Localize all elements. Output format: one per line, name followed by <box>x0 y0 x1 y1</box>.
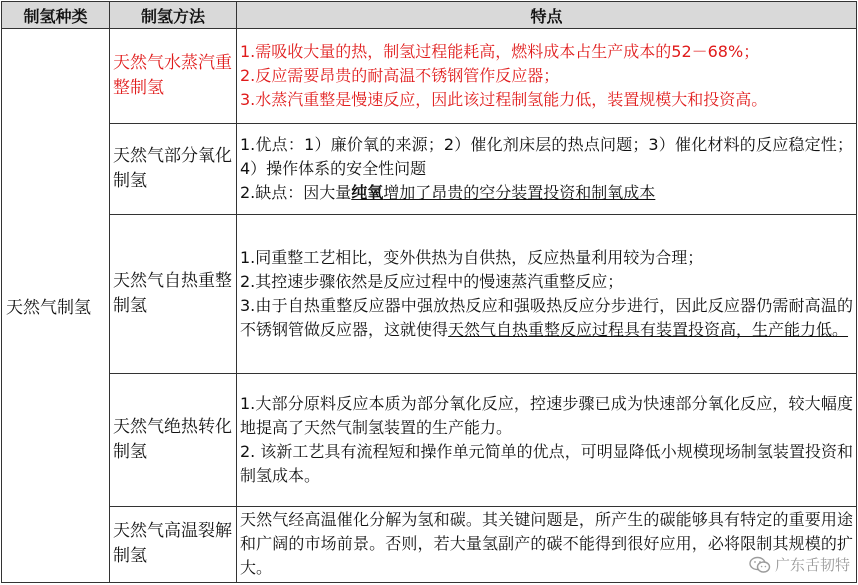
watermark <box>749 554 850 575</box>
feature-line: 2. 该新工艺具有流程短和操作单元简单的优点，可明显降低小规模现场制氢装置投资和制氢成本。 <box>240 441 853 485</box>
feature-line: 1.优点：1）廉价氧的来源；2）催化剂床层的热点问题；3）催化材料的反应稳定性；4）操作体系的安全性问题 <box>240 135 853 179</box>
feature-line: 1.同重整工艺相比，变外供热为自供热，反应热量利用较为合理； <box>240 247 704 267</box>
features-cell <box>237 373 857 506</box>
feature-underline: 天然气自热重整反应过程具有装置投资高，生产能力低。 <box>448 319 849 339</box>
feature-line: 1.需吸收大量的热，制氢过程能耗高，燃料成本占生产成本的52－68%； <box>240 42 760 62</box>
feature-line <box>240 181 853 205</box>
feature-text: 3.由于自热重整反应器中强放热反应和强吸热反应分步进行，因此反应器仍需耐高温的不锈钢管做反应器，这就使得 <box>240 295 853 339</box>
table-row <box>2 506 857 582</box>
method-cell: 天然气绝热转化制氢 <box>110 373 237 506</box>
feature-emphasis: 纯氧 <box>351 183 384 203</box>
features-cell <box>237 29 857 124</box>
table-row <box>2 124 857 215</box>
method-cell: 天然气高温裂解制氢 <box>110 506 237 582</box>
header-row <box>2 2 857 29</box>
feature-line: 2.其控速步骤依然是反应过程中的慢速蒸汽重整反应； <box>240 271 624 291</box>
watermark-text: 广东舌韧特 <box>774 556 850 574</box>
wechat-icon <box>749 556 771 574</box>
kind-cell: 天然气制氢 <box>2 29 110 583</box>
feature-line <box>240 294 853 342</box>
method-cell: 天然气水蒸汽重整制氢 <box>110 29 237 124</box>
feature-line: 3.水蒸汽重整是慢速反应，因此该过程制氢能力低，装置规模大和投资高。 <box>240 90 768 110</box>
features-cell: 天然气经高温催化分解为氢和碳。其关键问题是，所产生的碳能够具有特定的重要用途和广阔的市场前景。否则，若大量氢副产的碳不能得到很好应用，必将限制其规模的扩大。 <box>237 506 857 582</box>
features-cell <box>237 124 857 215</box>
method-cell: 天然气部分氧化制氢 <box>110 124 237 215</box>
table-row <box>2 373 857 506</box>
feature-line: 2.反应需要昂贵的耐高温不锈钢管作反应器； <box>240 66 560 86</box>
hydrogen-production-table <box>1 1 857 583</box>
feature-underline: 增加了昂贵的空分装置投资和制氧成本 <box>383 183 656 203</box>
table-row <box>2 29 857 124</box>
header-kind: 制氢种类 <box>2 2 110 29</box>
method-cell: 天然气自热重整制氢 <box>110 215 237 373</box>
features-cell <box>237 215 857 373</box>
header-method: 制氢方法 <box>110 2 237 29</box>
table-row <box>2 215 857 373</box>
feature-line: 1.大部分原料反应本质为部分氧化反应，控速步骤已成为快速部分氧化反应，较大幅度地提高了天然气制氢装置的生产能力。 <box>240 393 853 437</box>
feature-text: 2.缺点：因大量 <box>240 183 352 203</box>
header-features: 特点 <box>237 2 857 29</box>
